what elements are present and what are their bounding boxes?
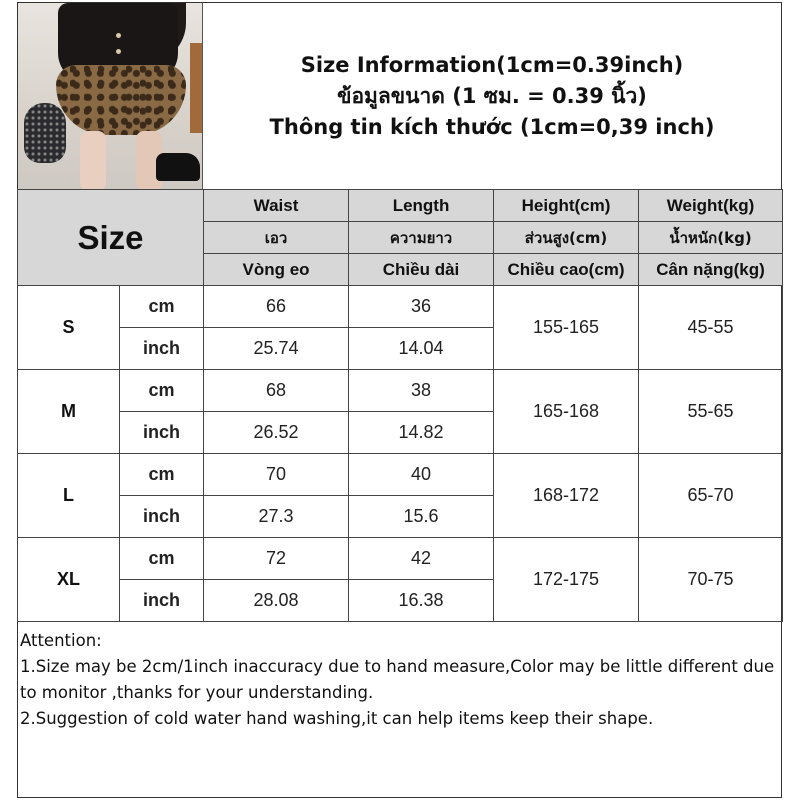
table-row	[18, 370, 783, 412]
photo-cardigan-button	[116, 49, 121, 54]
unit-cm: cm	[120, 454, 204, 496]
size-label-xl: XL	[18, 538, 120, 622]
header-length-th: ความยาว	[349, 222, 494, 254]
waist-inch: 26.52	[204, 412, 349, 454]
photo-cardigan-button	[116, 33, 121, 38]
length-cm: 42	[349, 538, 494, 580]
length-inch: 14.82	[349, 412, 494, 454]
header-weight-vi: Cân nặng(kg)	[639, 254, 783, 286]
header-waist-vi: Vòng eo	[204, 254, 349, 286]
header-height-vi: Chiều cao(cm)	[494, 254, 639, 286]
weight-range: 70-75	[639, 538, 783, 622]
header-length-en: Length	[349, 190, 494, 222]
size-column-title: Size	[18, 190, 204, 286]
photo-sequin-bag	[24, 103, 66, 163]
unit-inch: inch	[120, 412, 204, 454]
unit-cm: cm	[120, 370, 204, 412]
header-waist-th: เอว	[204, 222, 349, 254]
photo-model-leg	[80, 131, 106, 190]
header-height-th: ส่วนสูง(cm)	[494, 222, 639, 254]
length-cm: 36	[349, 286, 494, 328]
attention-note-2: 2.Suggestion of cold water hand washing,it can help items keep their shape.	[20, 709, 654, 728]
header-waist-en: Waist	[204, 190, 349, 222]
length-cm: 40	[349, 454, 494, 496]
unit-inch: inch	[120, 580, 204, 622]
height-range: 168-172	[494, 454, 639, 538]
weight-range: 65-70	[639, 454, 783, 538]
size-label-s: S	[18, 286, 120, 370]
product-photo	[18, 3, 203, 190]
length-inch: 14.04	[349, 328, 494, 370]
unit-inch: inch	[120, 328, 204, 370]
size-info-vietnamese: Thông tin kích thước (1cm=0,39 inch)	[269, 114, 715, 139]
unit-cm: cm	[120, 538, 204, 580]
height-range: 155-165	[494, 286, 639, 370]
length-cm: 38	[349, 370, 494, 412]
size-information-header	[203, 3, 781, 189]
waist-cm: 66	[204, 286, 349, 328]
table-row	[18, 538, 783, 580]
header-weight-en: Weight(kg)	[639, 190, 783, 222]
weight-range: 45-55	[639, 286, 783, 370]
size-label-l: L	[18, 454, 120, 538]
waist-inch: 28.08	[204, 580, 349, 622]
table-row	[18, 286, 783, 328]
header-length-vi: Chiều dài	[349, 254, 494, 286]
attention-title: Attention:	[20, 631, 102, 650]
length-inch: 15.6	[349, 496, 494, 538]
header-weight-th: น้ำหนัก(kg)	[639, 222, 783, 254]
size-info-english: Size Information(1cm=0.39inch)	[300, 52, 684, 77]
size-info-thai: ข้อมูลขนาด (1 ซม. = 0.39 นิ้ว)	[337, 83, 647, 108]
unit-cm: cm	[120, 286, 204, 328]
waist-cm: 70	[204, 454, 349, 496]
height-range: 165-168	[494, 370, 639, 454]
photo-black-boot	[156, 153, 200, 181]
waist-inch: 25.74	[204, 328, 349, 370]
height-range: 172-175	[494, 538, 639, 622]
size-label-m: M	[18, 370, 120, 454]
waist-inch: 27.3	[204, 496, 349, 538]
attention-note-1: 1.Size may be 2cm/1inch inaccuracy due to hand measure,Color may be little different due to monitor ,thanks for your understanding.	[20, 657, 775, 702]
header-height-en: Height(cm)	[494, 190, 639, 222]
table-row	[18, 454, 783, 496]
photo-background-furniture	[190, 43, 203, 133]
photo-leopard-skirt	[56, 65, 186, 135]
unit-inch: inch	[120, 496, 204, 538]
attention-notes	[20, 628, 780, 732]
length-inch: 16.38	[349, 580, 494, 622]
waist-cm: 72	[204, 538, 349, 580]
weight-range: 55-65	[639, 370, 783, 454]
size-table	[17, 189, 783, 622]
waist-cm: 68	[204, 370, 349, 412]
